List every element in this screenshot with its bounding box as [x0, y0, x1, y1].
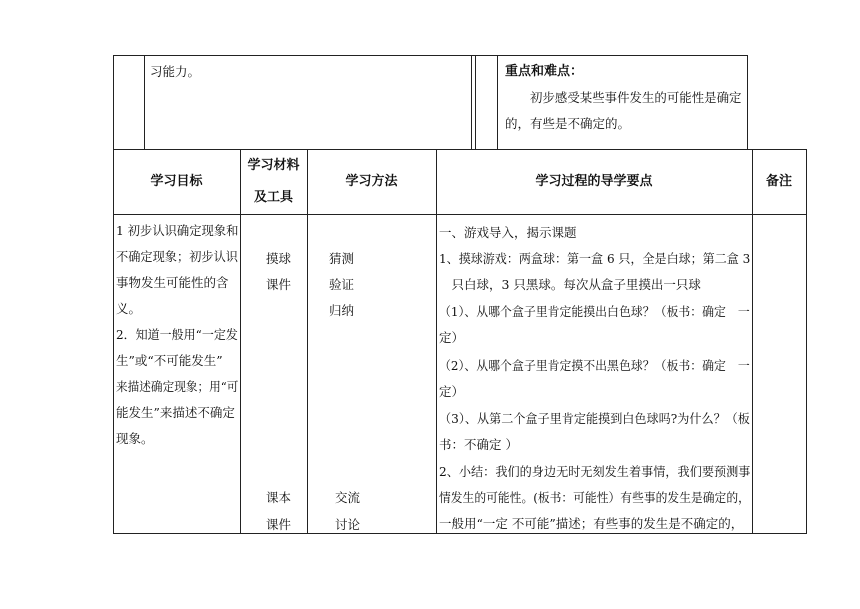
table-left-border [113, 149, 114, 534]
process-line: 情发生的可能性。(板书：可能性）有些事的发生是确定的， [439, 490, 750, 505]
header-process: 学习过程的导学要点 [535, 174, 653, 189]
process-line: 一般用“一定 不可能”描述；有些事的发生是不确定的， [439, 516, 744, 531]
header-bottom-border [113, 214, 807, 215]
method-item: 交流 [335, 490, 361, 505]
top-double-divider-a [471, 55, 472, 149]
process-line: 2、小结：我们的身边无时无刻发生着事情，我们要预测事 [439, 464, 751, 479]
process-line: 定） [439, 384, 465, 399]
method-item: 讨论 [335, 517, 361, 532]
table-top-border [113, 149, 807, 150]
top-border [113, 55, 748, 56]
key-points-title: 重点和难点： [505, 64, 584, 79]
goal-line: 1 初步认识确定现象和 [116, 223, 239, 238]
process-line: 定） [439, 330, 465, 345]
method-item: 猜测 [329, 251, 355, 266]
top-inner-right-divider [497, 55, 498, 149]
top-right-border [747, 55, 748, 149]
method-item: 归纳 [329, 303, 355, 318]
material-item: 课件 [266, 277, 292, 292]
process-line: （1）、从哪个盒子里肯定能摸出白色球？（板书：确定 一 [439, 304, 750, 319]
notes-cell [753, 215, 806, 533]
header-notes: 备注 [765, 174, 792, 189]
top-double-divider-b [475, 55, 476, 149]
col-divider-3 [436, 149, 437, 534]
process-line: 书：不确定 ） [439, 437, 518, 452]
key-points-line-2: 的，有些是不确定的。 [505, 116, 631, 131]
goal-line: 能发生”来描述不确定 [116, 405, 235, 420]
goal-line: 2．知道一般用“一定发 [116, 327, 238, 342]
header-goal: 学习目标 [150, 174, 203, 189]
process-line: 只白球，3 只黑球。每次从盒子里摸出一只球 [439, 277, 701, 292]
goal-line: 生”或“不可能发生” [116, 353, 223, 368]
col-divider-2 [307, 149, 308, 534]
material-item: 课本 [266, 490, 292, 505]
header-materials-line-1: 学习材料 [247, 158, 300, 173]
material-item: 摸球 [266, 251, 292, 266]
process-line: 一、游戏导入，揭示课题 [439, 225, 577, 240]
method-item: 验证 [329, 277, 355, 292]
goal-line: 不确定现象；初步认识 [116, 249, 239, 264]
goal-line: 义。 [116, 301, 142, 316]
goal-line: 现象。 [116, 431, 154, 446]
header-method: 学习方法 [345, 174, 398, 189]
process-line: （3）、从第二个盒子里肯定能摸到白色球吗?为什么？（板 [439, 411, 750, 426]
table-right-border [806, 149, 807, 534]
goal-line: 事物发生可能性的含 [116, 275, 229, 290]
top-inner-left-divider [144, 55, 145, 149]
top-left-border [113, 55, 114, 149]
material-item: 课件 [266, 517, 292, 532]
process-line: 1、摸球游戏：两盒球：第一盒 6 只，全是白球；第二盒 3 [439, 251, 751, 266]
process-line: （2）、从哪个盒子里肯定摸不出黑色球？（板书：确定 一 [439, 358, 750, 373]
key-points-line-1: 初步感受某些事件发生的可能性是确定 [530, 90, 742, 105]
top-left-text: 习能力。 [150, 64, 201, 79]
goal-line: 来描述确定现象；用“可 [116, 379, 239, 394]
header-materials-line-2: 及工具 [253, 190, 293, 205]
